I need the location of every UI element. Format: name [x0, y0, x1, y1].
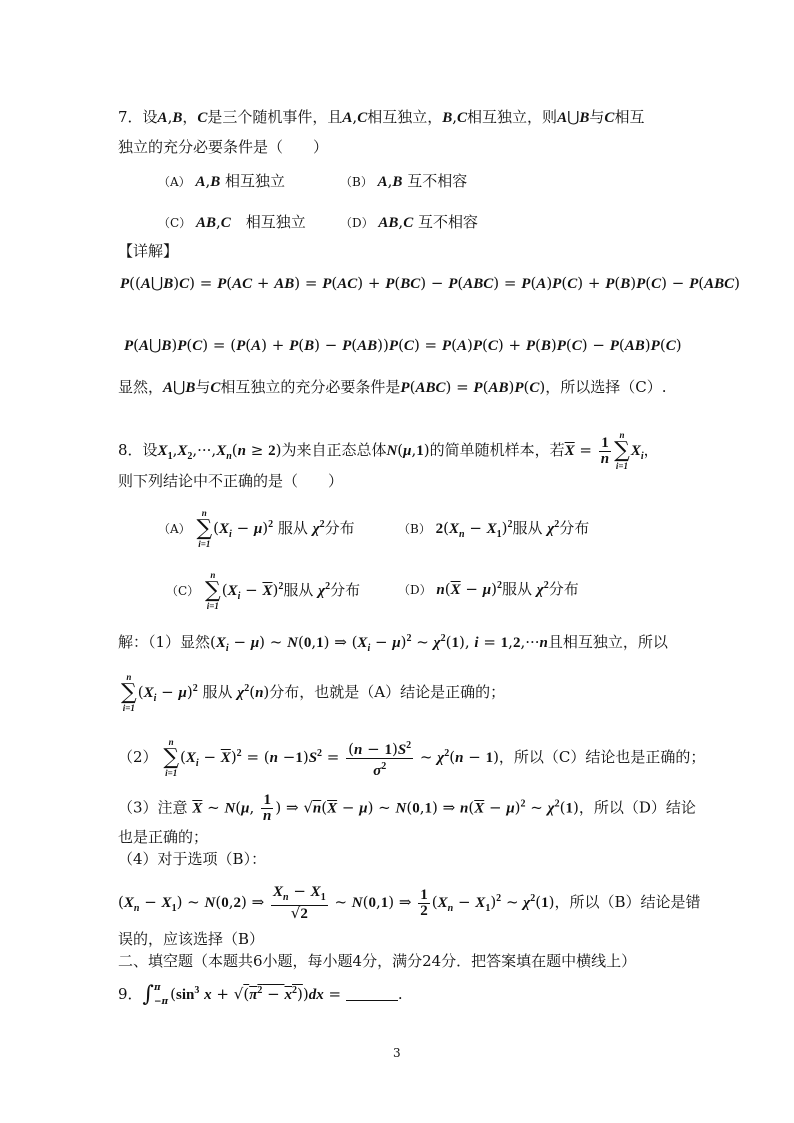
q7-conclusion: 显然，A⋃B与C相互独立的充分必要条件是P(ABC) = P(AB)P(C)，所以选择（C）. — [118, 378, 667, 396]
q7-equation-2: P(A⋃B)P(C) = (P(A) + P(B) − P(AB))P(C) = P(A)P(C) + P(B)P(C) − P(AB)P(C) — [124, 336, 682, 354]
q8-option-a: （A） n ∑ i=1 $(X_i - \mu)^2$ 服从 $\chi^2$分布 — [158, 508, 355, 549]
q7-option-b: （B） A,B 互不相容 — [340, 172, 468, 190]
q7-option-a: （A） A,B 相互独立 — [158, 172, 286, 190]
q7-option-c: （C） AB,C 相互独立 — [158, 213, 306, 231]
q8-option-b: （B） $2(X_n - X_1)^2$服从 $\chi^2$分布 — [398, 519, 590, 540]
q8-stem-line-2: 则下列结论中不正确的是（ ） — [118, 472, 344, 490]
q9-answer-blank[interactable] — [346, 1000, 398, 1001]
q8-option-c: （C） n ∑ i=1 $(X_i - \overline{X})^2$服从 $\chi^2$分布 — [166, 570, 361, 611]
q8-stem-line-1: 8．设$X_1,X_2,\cdot\cdot\cdot,X_n(n \ge 2)$为来自正态总体N(μ,1)的简单随机样本，若$\overline{X}$ = $\frac{1}{n}$ n ∑ i=1 $X_i$， — [118, 430, 659, 471]
q9-stem: 9．∫π −π ($\sin^3$ $x + √(\pi^2 - x^2))dx$ = . — [118, 982, 403, 1007]
q8-solution-1a: 解：（1）显然$(X_i - \mu)$ ~ N(0,1) ⇒ $(X_i - \mu)^2$ ~ $\chi^2(1)$, i = 1,2,···n且相互独立，所以 — [118, 633, 668, 654]
q7-detail-label: 【详解】 — [118, 242, 179, 260]
q8-solution-4c: 误的，应该选择（B） — [118, 930, 265, 948]
q7-stem-line-2: 独立的充分必要条件是（ ） — [118, 138, 329, 156]
q8-solution-2: （2） n ∑ i=1 $(X_i - \overline{X})^2 = (n -1)S^2$ = $\frac{(n - 1)S^2}{\sigma^2}$ ~ $\chi^2(n - 1)$，所以（C）结论也是正确的； — [118, 737, 706, 779]
page-number: 3 — [393, 1046, 401, 1060]
q8-solution-3b: 也是正确的； — [118, 828, 209, 846]
q8-option-d: （D） $n(\overline{X} - \mu)^2$服从 $\chi^2$分布 — [398, 580, 579, 598]
q8-solution-4a: （4）对于选项（B）： — [118, 850, 267, 868]
q7-option-d: （D） AB,C 互不相容 — [340, 213, 478, 231]
q8-solution-1b: n ∑ i=1 $(X_i - \mu)^2$ 服从 $\chi^2(n)$分布，也就是（A）结论是正确的； — [121, 672, 506, 713]
q7-equation-1: P((A⋃B)C) = P(AC + AB) = P(AC) + P(BC) − P(ABC) = P(A)P(C) + P(B)P(C) − P(ABC) — [120, 274, 741, 292]
q8-solution-4b: $(X_n - X_1)$ ~ N(0,2) ⇒ $\frac{X_n - X_1}{√2}$ ~ N(0,1) ⇒ $\frac{1}{2}$ $(X_n - X_1)^2$ ~ $\chi^2(1)$，所以（B）结论是错 — [118, 882, 701, 922]
section-2-title: 二、填空题（本题共6小题，每小题4分，满分24分．把答案填在题中横线上） — [118, 952, 637, 970]
q7-stem-line-1: 7．设A,B，C是三个随机事件，且A,C相互独立，B,C相互独立，则A⋃B与C相互 — [118, 108, 645, 126]
q8-solution-3a: （3）注意 $\overline{X}$ ~ N(μ, $\frac{1}{n}$ ) ⇒ $√n(\overline{X} - \mu)$ ~ N(0,1) ⇒ $n(\overline{X} - \mu)^2$ ~ $\chi^2(1)$，所以（D）结论 — [118, 792, 696, 824]
